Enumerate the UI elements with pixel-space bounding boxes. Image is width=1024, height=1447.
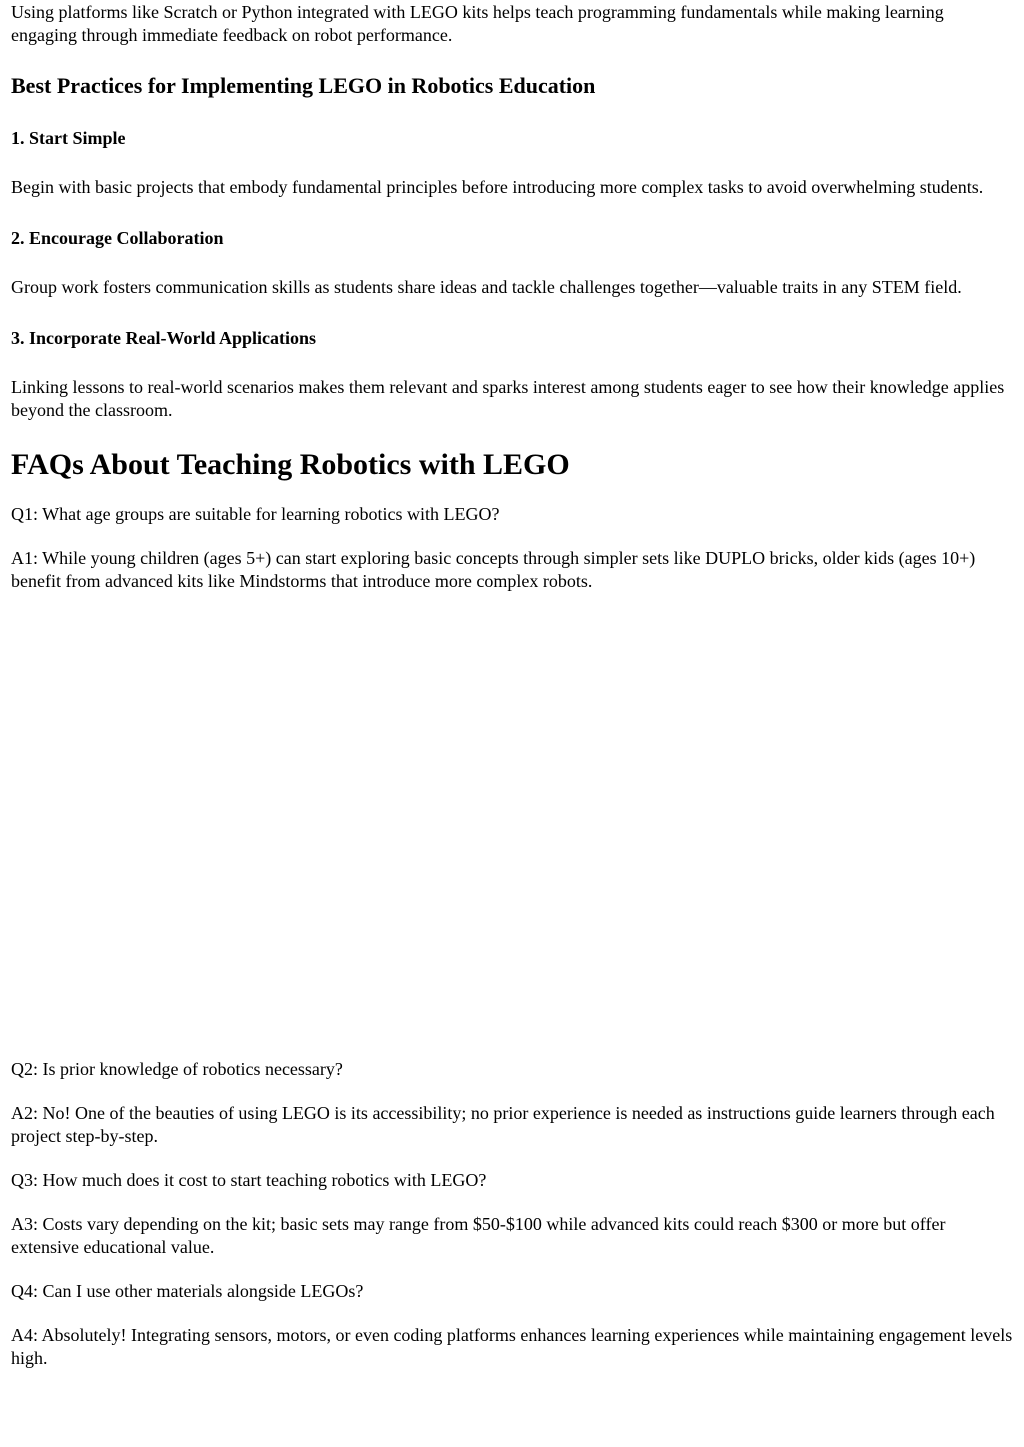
faq-question-4: Q4: Can I use other materials alongside LEGOs? <box>11 1281 364 1301</box>
practice-title-start-simple: 1. Start Simple <box>11 128 126 148</box>
best-practices-heading: Best Practices for Implementing LEGO in Robotics Education <box>11 73 596 98</box>
practice-title-real-world: 3. Incorporate Real-World Applications <box>11 328 316 348</box>
faq-answer-4: A4: Absolutely! Integrating sensors, motors, or even coding platforms enhances learning experiences while maintaining engagement levels high. <box>11 1325 1013 1368</box>
practice-text-start-simple: Begin with basic projects that embody fundamental principles before introducing more complex tasks to avoid overwhelming students. <box>11 177 984 197</box>
article-content <box>0 1 1024 1370</box>
faq-question-2: Q2: Is prior knowledge of robotics necessary? <box>11 1059 343 1079</box>
faq-question-1: Q1: What age groups are suitable for learning robotics with LEGO? <box>11 504 500 524</box>
faq-answer-2: A2: No! One of the beauties of using LEGO is its accessibility; no prior experience is needed as instructions guide learners through each project step-by-step. <box>11 1103 995 1146</box>
faq-heading: FAQs About Teaching Robotics with LEGO <box>11 448 570 481</box>
faq-answer-3: A3: Costs vary depending on the kit; basic sets may range from $50-$100 while advanced kits could reach $300 or more but offer extensive educational value. <box>11 1214 946 1257</box>
practice-text-collaboration: Group work fosters communication skills as students share ideas and tackle challenges together—valuable traits in any STEM field. <box>11 277 962 297</box>
faq-question-3: Q3: How much does it cost to start teaching robotics with LEGO? <box>11 1170 487 1190</box>
intro-paragraph: Using platforms like Scratch or Python integrated with LEGO kits helps teach programming fundamentals while making learning engaging through immediate feedback on robot performance. <box>11 2 944 45</box>
blank-image-area <box>11 593 1014 1037</box>
practice-title-collaboration: 2. Encourage Collaboration <box>11 228 224 248</box>
practice-text-real-world: Linking lessons to real-world scenarios makes them relevant and sparks interest among students eager to see how their knowledge applies beyond the classroom. <box>11 377 1005 420</box>
faq-answer-1: A1: While young children (ages 5+) can start exploring basic concepts through simpler sets like DUPLO bricks, older kids (ages 10+) benefit from advanced kits like Mindstorms that introduce more complex robots. <box>11 548 976 591</box>
